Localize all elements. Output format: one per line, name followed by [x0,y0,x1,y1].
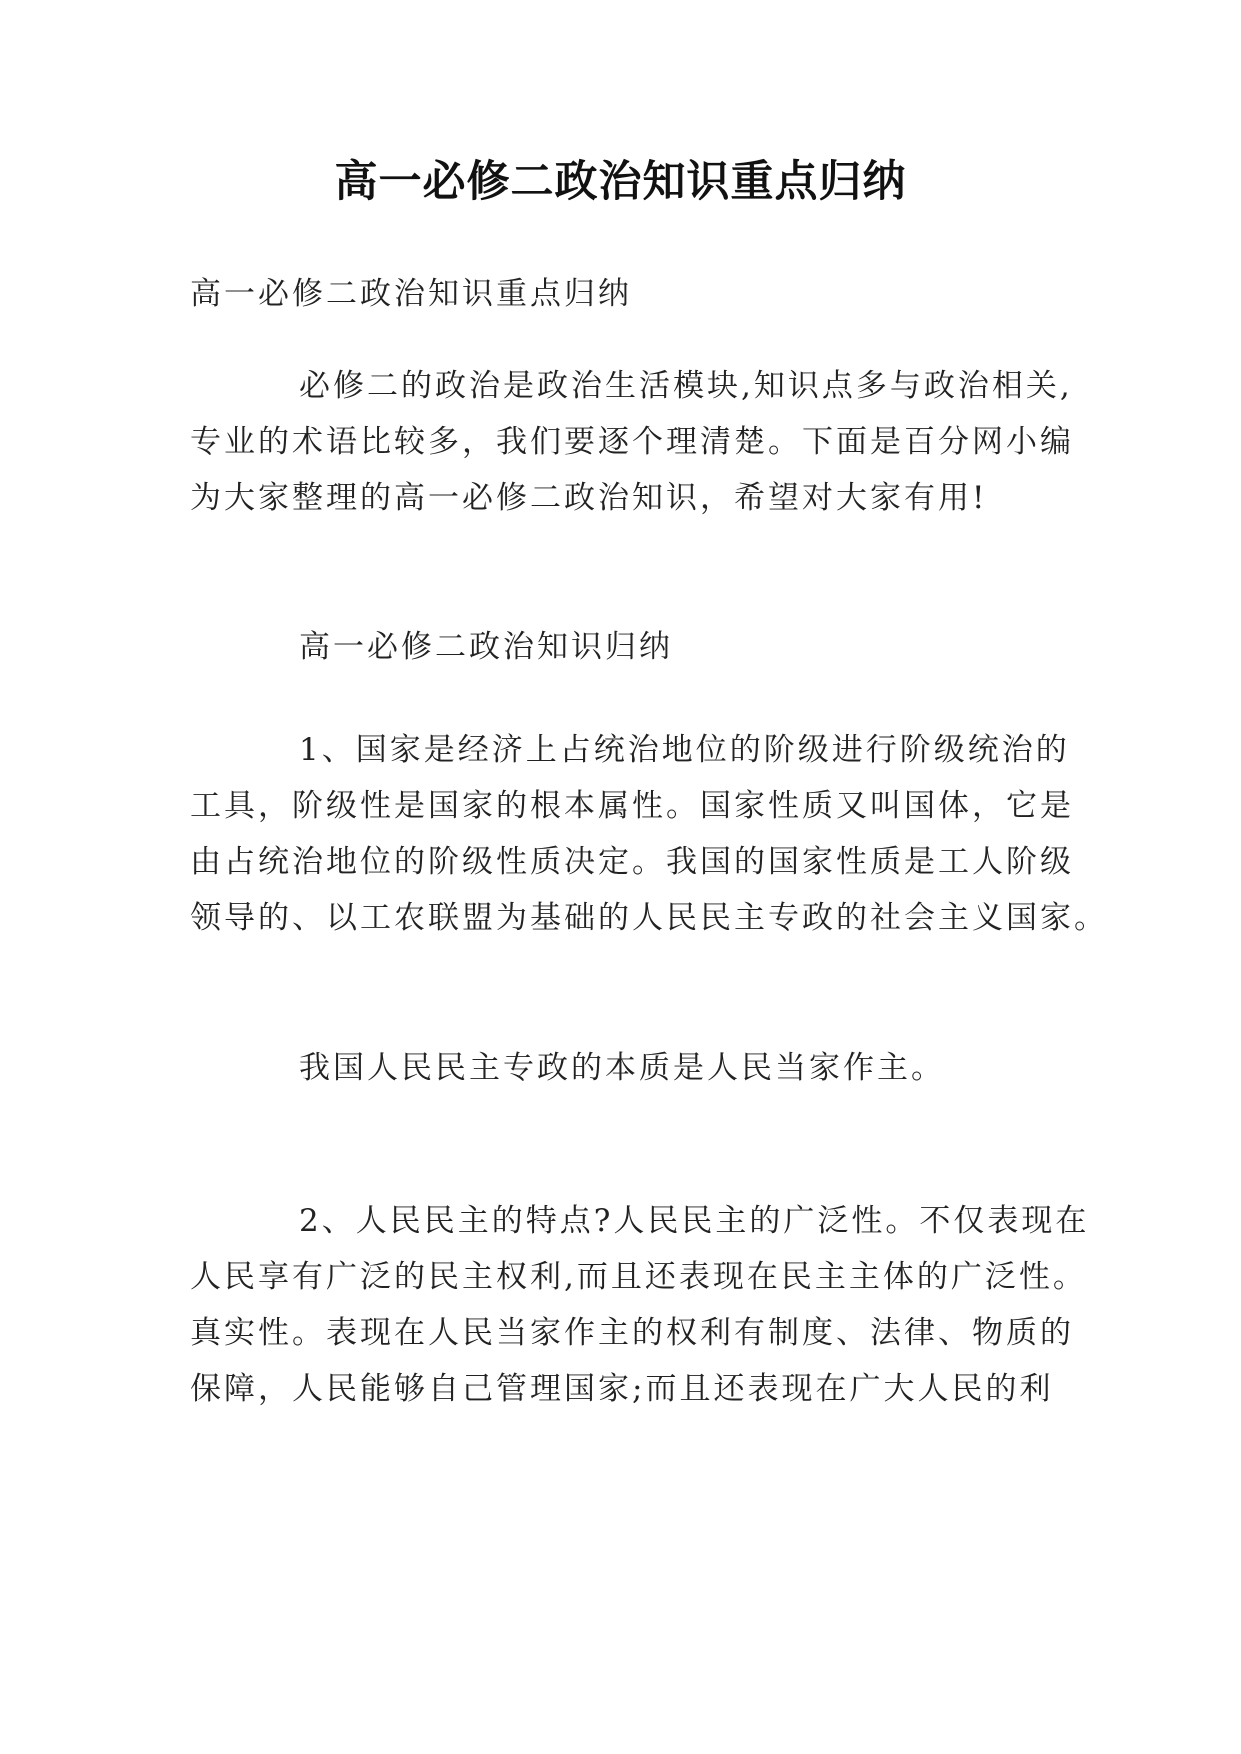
intro-line: 为大家整理的高一必修二政治知识，希望对大家有用! [190,480,988,516]
intro-paragraph [190,358,1074,526]
point1-line: 1、国家是经济上占统治地位的阶级进行阶级统治的 [299,732,1070,768]
point2-line: 2、人民民主的特点?人民民主的广泛性。不仅表现在 [299,1203,1090,1239]
point2-line: 人民享有广泛的民主权利,而且还表现在民主主体的广泛性。 [190,1259,1087,1295]
document-title: 高一必修二政治知识重点归纳 [334,157,907,207]
point2-paragraph [190,1193,1090,1417]
subtitle-text: 高一必修二政治知识重点归纳 [190,276,632,312]
point1-line: 由占统治地位的阶级性质决定。我国的国家性质是工人阶级 [190,844,1074,880]
point1-paragraph [190,722,1108,946]
intro-line: 专业的术语比较多，我们要逐个理清楚。下面是百分网小编 [190,424,1074,460]
essence-line: 我国人民民主专政的本质是人民当家作主。 [299,1050,945,1086]
section-heading-text: 高一必修二政治知识归纳 [299,629,673,665]
point2-line: 真实性。表现在人民当家作主的权利有制度、法律、物质的 [190,1315,1074,1351]
point2-line: 保障，人民能够自己管理国家;而且还表现在广大人民的利 [190,1371,1054,1407]
point1-line: 领导的、以工农联盟为基础的人民民主专政的社会主义国家。 [190,900,1108,936]
intro-line: 必修二的政治是政治生活模块,知识点多与政治相关, [299,368,1073,404]
section-heading [190,619,1062,675]
point1-line: 工具，阶级性是国家的根本属性。国家性质又叫国体，它是 [190,788,1074,824]
essence-paragraph [190,1040,1062,1096]
document-subtitle [190,266,1062,322]
